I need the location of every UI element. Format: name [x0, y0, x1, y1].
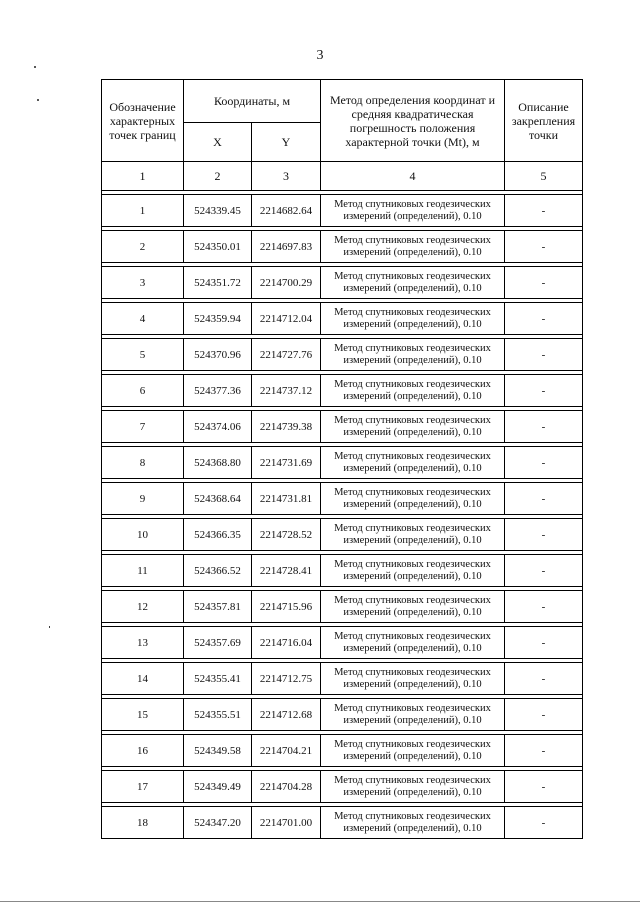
- x-coordinate-cell: 524355.41: [184, 663, 252, 695]
- x-coordinate-cell: 524374.06: [184, 411, 252, 443]
- y-coordinate-cell: 2214727.76: [252, 339, 321, 371]
- table-body: [102, 191, 583, 839]
- point-number-cell: 17: [102, 771, 184, 803]
- description-cell: -: [505, 519, 583, 551]
- x-coordinate-cell: 524377.36: [184, 375, 252, 407]
- point-number-cell: 12: [102, 591, 184, 623]
- method-cell: Метод спутниковых геодезических измерений (определений), 0.10: [321, 411, 505, 443]
- description-cell: -: [505, 555, 583, 587]
- y-coordinate-cell: 2214712.04: [252, 303, 321, 335]
- x-coordinate-cell: 524355.51: [184, 699, 252, 731]
- y-coordinate-cell: 2214700.29: [252, 267, 321, 299]
- x-coordinate-cell: 524347.20: [184, 807, 252, 839]
- x-coordinate-cell: 524350.01: [184, 231, 252, 263]
- scan-speck: [37, 99, 39, 101]
- table-row: [102, 483, 583, 515]
- point-number-cell: 16: [102, 735, 184, 767]
- method-cell: Метод спутниковых геодезических измерений (определений), 0.10: [321, 591, 505, 623]
- point-number-cell: 4: [102, 303, 184, 335]
- table-row: [102, 195, 583, 227]
- table-row: [102, 267, 583, 299]
- description-cell: -: [505, 231, 583, 263]
- method-cell: Метод спутниковых геодезических измерений (определений), 0.10: [321, 519, 505, 551]
- method-cell: Метод спутниковых геодезических измерений (определений), 0.10: [321, 627, 505, 659]
- column-number: 2: [184, 162, 252, 191]
- method-cell: Метод спутниковых геодезических измерений (определений), 0.10: [321, 735, 505, 767]
- table-row: [102, 771, 583, 803]
- table-row: [102, 735, 583, 767]
- method-cell: Метод спутниковых геодезических измерений (определений), 0.10: [321, 663, 505, 695]
- y-coordinate-cell: 2214731.81: [252, 483, 321, 515]
- x-coordinate-cell: 524351.72: [184, 267, 252, 299]
- scan-bottom-edge: [0, 901, 640, 902]
- point-number-cell: 6: [102, 375, 184, 407]
- page-number: 3: [316, 48, 324, 63]
- y-coordinate-cell: 2214728.41: [252, 555, 321, 587]
- y-coordinate-cell: 2214704.28: [252, 771, 321, 803]
- description-cell: -: [505, 771, 583, 803]
- table-row: [102, 375, 583, 407]
- description-cell: -: [505, 303, 583, 335]
- table-row: [102, 627, 583, 659]
- table-row: [102, 555, 583, 587]
- y-coordinate-cell: 2214739.38: [252, 411, 321, 443]
- point-number-cell: 3: [102, 267, 184, 299]
- x-coordinate-cell: 524357.81: [184, 591, 252, 623]
- description-cell: -: [505, 591, 583, 623]
- scan-speck: [49, 626, 50, 628]
- table-row: [102, 303, 583, 335]
- x-coordinate-cell: 524359.94: [184, 303, 252, 335]
- point-number-cell: 14: [102, 663, 184, 695]
- table-row: [102, 663, 583, 695]
- column-number: 4: [321, 162, 505, 191]
- x-coordinate-cell: 524357.69: [184, 627, 252, 659]
- description-cell: -: [505, 807, 583, 839]
- table-row: [102, 231, 583, 263]
- y-coordinate-cell: 2214731.69: [252, 447, 321, 479]
- header-description: Описание закрепления точки: [505, 80, 583, 162]
- method-cell: Метод спутниковых геодезических измерений (определений), 0.10: [321, 339, 505, 371]
- y-coordinate-cell: 2214728.52: [252, 519, 321, 551]
- description-cell: -: [505, 339, 583, 371]
- x-coordinate-cell: 524366.35: [184, 519, 252, 551]
- description-cell: -: [505, 447, 583, 479]
- description-cell: -: [505, 267, 583, 299]
- y-coordinate-cell: 2214701.00: [252, 807, 321, 839]
- x-coordinate-cell: 524368.80: [184, 447, 252, 479]
- point-number-cell: 11: [102, 555, 184, 587]
- method-cell: Метод спутниковых геодезических измерений (определений), 0.10: [321, 267, 505, 299]
- column-number: 3: [252, 162, 321, 191]
- point-number-cell: 13: [102, 627, 184, 659]
- method-cell: Метод спутниковых геодезических измерений (определений), 0.10: [321, 375, 505, 407]
- table-row: [102, 411, 583, 443]
- x-coordinate-cell: 524349.58: [184, 735, 252, 767]
- description-cell: -: [505, 699, 583, 731]
- description-cell: -: [505, 195, 583, 227]
- method-cell: Метод спутниковых геодезических измерений (определений), 0.10: [321, 771, 505, 803]
- y-coordinate-cell: 2214715.96: [252, 591, 321, 623]
- point-number-cell: 9: [102, 483, 184, 515]
- y-coordinate-cell: 2214712.75: [252, 663, 321, 695]
- table-row: [102, 519, 583, 551]
- table-row: [102, 447, 583, 479]
- point-number-cell: 15: [102, 699, 184, 731]
- point-number-cell: 10: [102, 519, 184, 551]
- y-coordinate-cell: 2214704.21: [252, 735, 321, 767]
- x-coordinate-cell: 524349.49: [184, 771, 252, 803]
- method-cell: Метод спутниковых геодезических измерений (определений), 0.10: [321, 231, 505, 263]
- x-coordinate-cell: 524370.96: [184, 339, 252, 371]
- description-cell: -: [505, 663, 583, 695]
- point-number-cell: 2: [102, 231, 184, 263]
- description-cell: -: [505, 735, 583, 767]
- point-number-cell: 5: [102, 339, 184, 371]
- column-number: 1: [102, 162, 184, 191]
- point-number-cell: 1: [102, 195, 184, 227]
- description-cell: -: [505, 375, 583, 407]
- header-y: Y: [252, 123, 321, 162]
- y-coordinate-cell: 2214716.04: [252, 627, 321, 659]
- table-row: [102, 699, 583, 731]
- table-row: [102, 807, 583, 839]
- y-coordinate-cell: 2214737.12: [252, 375, 321, 407]
- table-row: [102, 339, 583, 371]
- method-cell: Метод спутниковых геодезических измерений (определений), 0.10: [321, 447, 505, 479]
- method-cell: Метод спутниковых геодезических измерений (определений), 0.10: [321, 807, 505, 839]
- point-number-cell: 7: [102, 411, 184, 443]
- table-row: [102, 591, 583, 623]
- point-number-cell: 18: [102, 807, 184, 839]
- method-cell: Метод спутниковых геодезических измерений (определений), 0.10: [321, 555, 505, 587]
- header-method: Метод определения координат и средняя квадратическая погрешность положения характерной точки (Mt), м: [321, 80, 505, 162]
- header-designation: Обозначение характерных точек границ: [102, 80, 184, 162]
- scan-speck: [34, 66, 36, 68]
- description-cell: -: [505, 627, 583, 659]
- header-coordinates: Координаты, м: [184, 80, 321, 123]
- method-cell: Метод спутниковых геодезических измерений (определений), 0.10: [321, 303, 505, 335]
- y-coordinate-cell: 2214712.68: [252, 699, 321, 731]
- method-cell: Метод спутниковых геодезических измерений (определений), 0.10: [321, 699, 505, 731]
- method-cell: Метод спутниковых геодезических измерений (определений), 0.10: [321, 195, 505, 227]
- description-cell: -: [505, 483, 583, 515]
- column-number: 5: [505, 162, 583, 191]
- coordinates-table: [101, 79, 583, 839]
- header-x: X: [184, 123, 252, 162]
- x-coordinate-cell: 524339.45: [184, 195, 252, 227]
- x-coordinate-cell: 524368.64: [184, 483, 252, 515]
- point-number-cell: 8: [102, 447, 184, 479]
- method-cell: Метод спутниковых геодезических измерений (определений), 0.10: [321, 483, 505, 515]
- y-coordinate-cell: 2214697.83: [252, 231, 321, 263]
- y-coordinate-cell: 2214682.64: [252, 195, 321, 227]
- x-coordinate-cell: 524366.52: [184, 555, 252, 587]
- description-cell: -: [505, 411, 583, 443]
